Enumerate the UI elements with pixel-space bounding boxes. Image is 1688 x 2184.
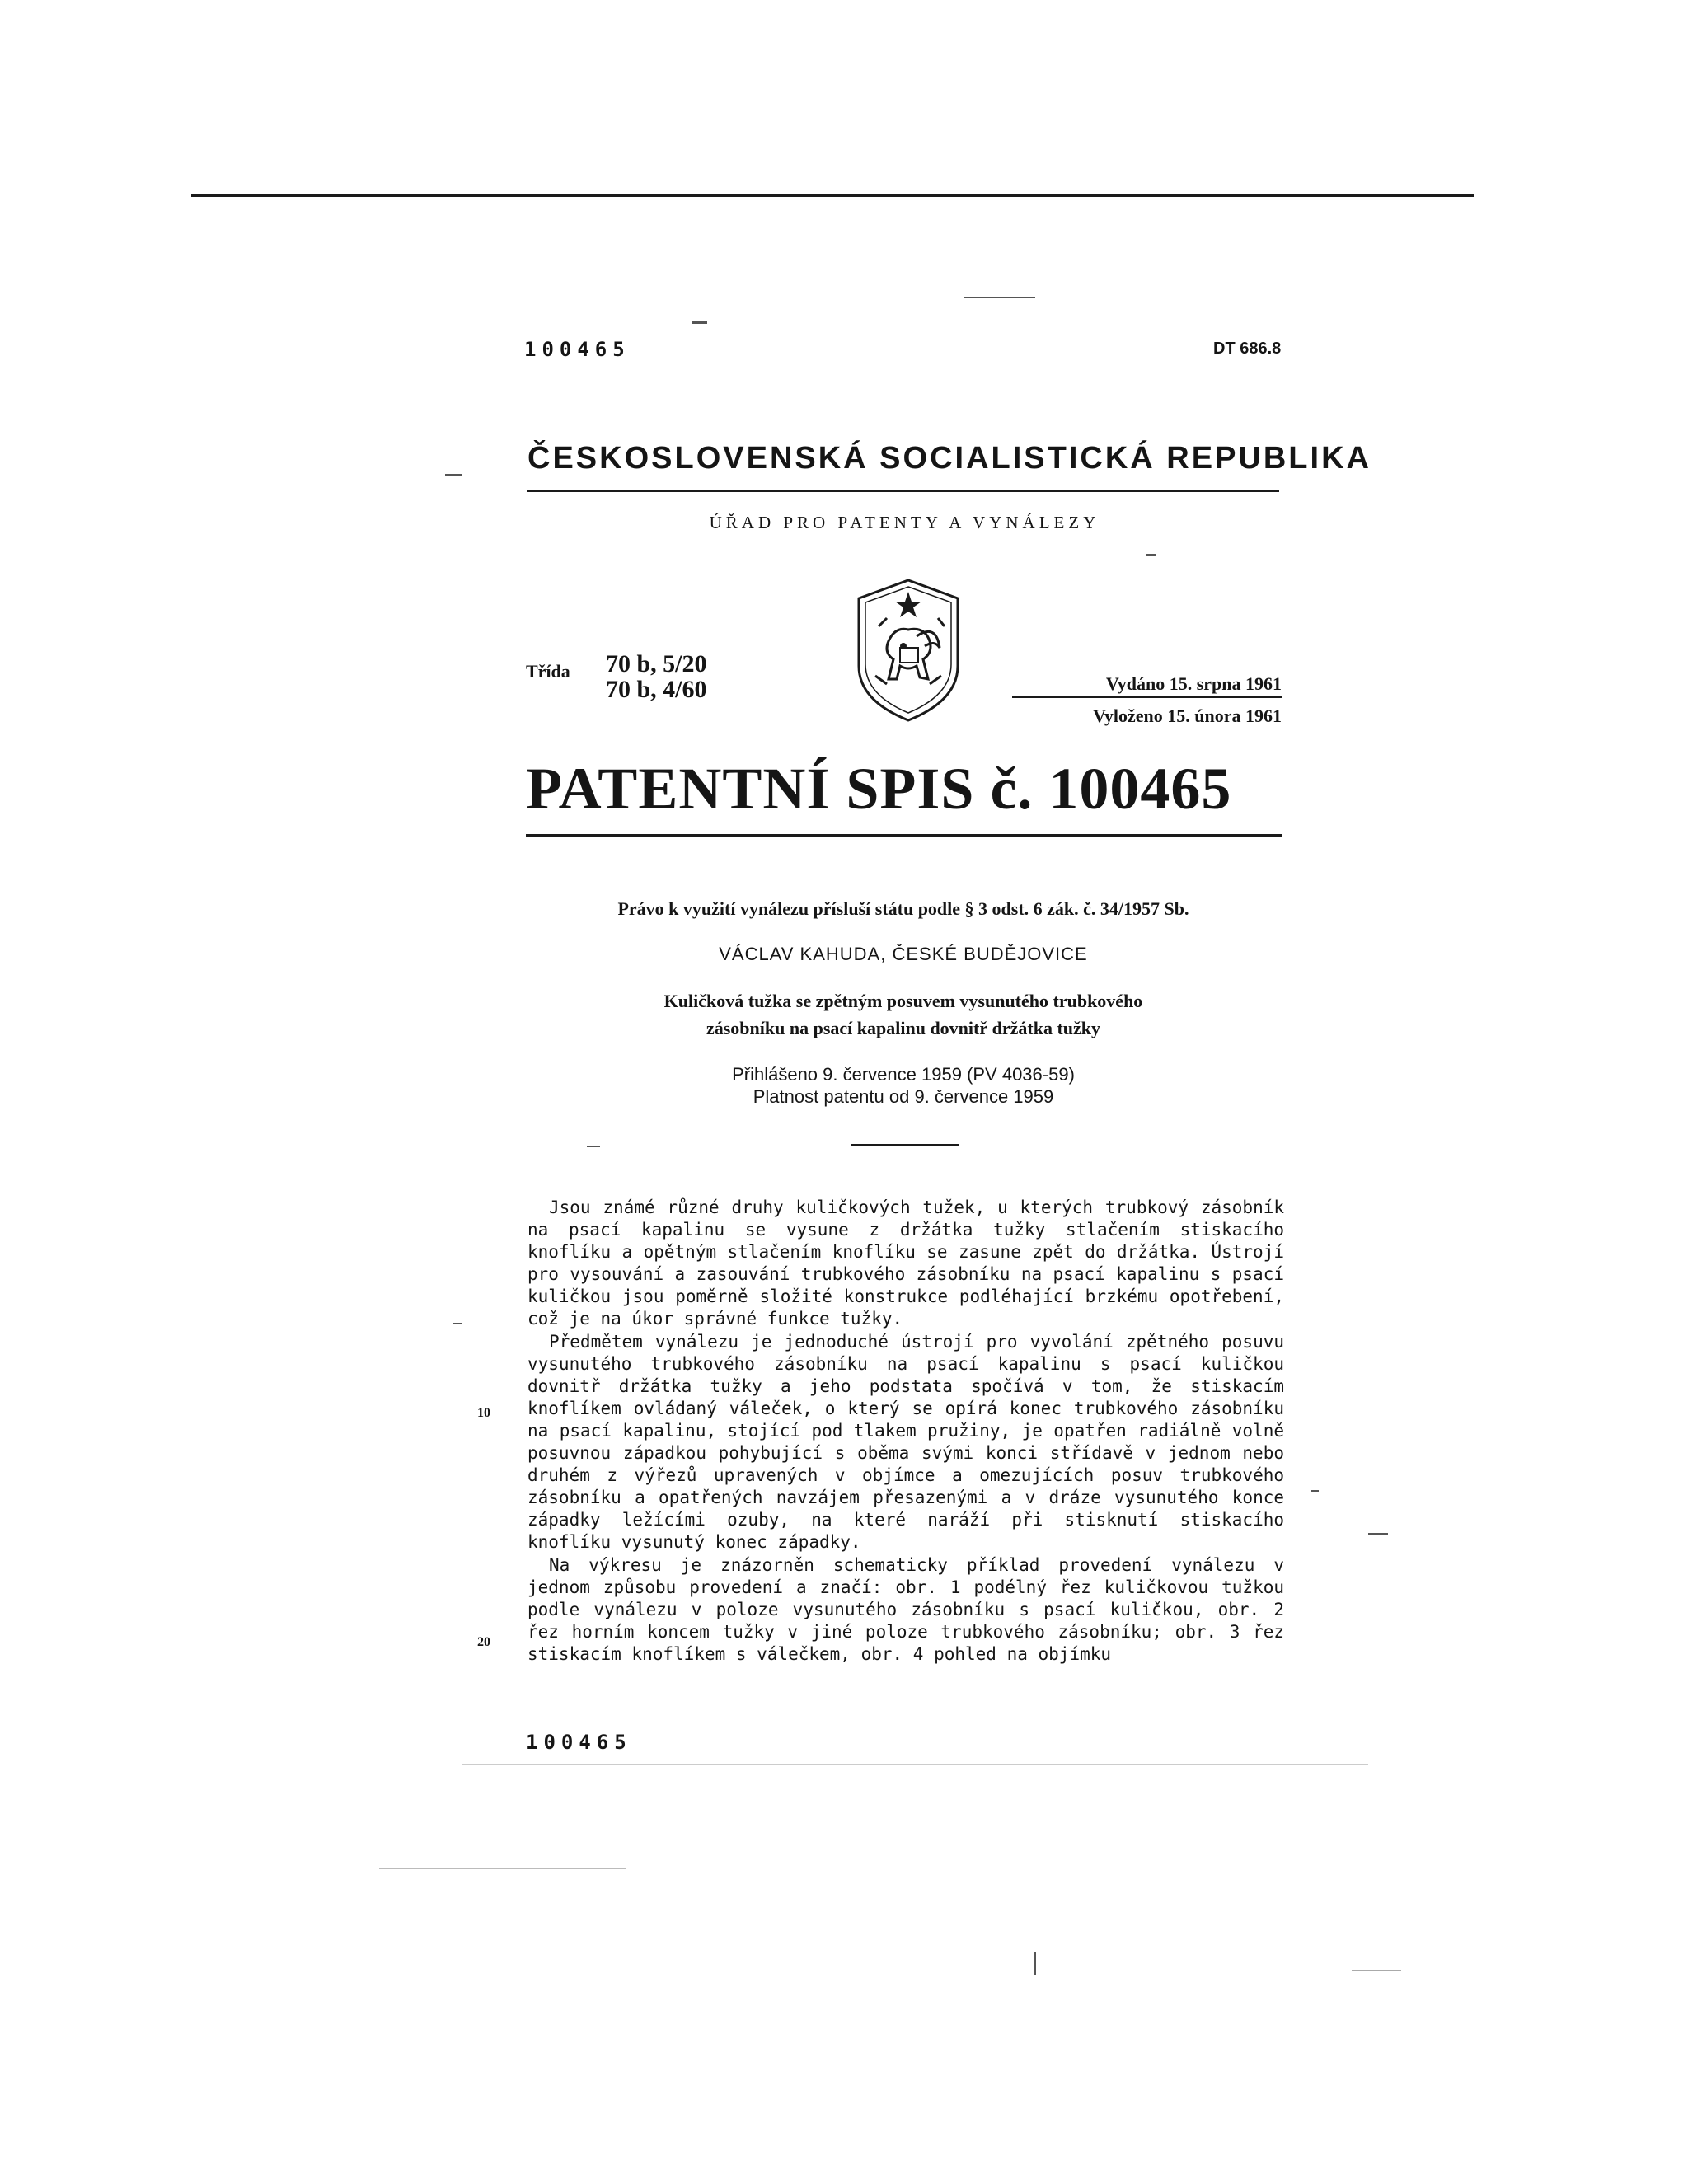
section-divider (851, 1144, 959, 1146)
invention-title-line: Kuličková tužka se zpětným posuvem vysunutého trubkového (663, 991, 1143, 1011)
title-rule (526, 834, 1282, 837)
publication-dates (997, 668, 1282, 732)
top-rule (191, 194, 1474, 197)
filed-date: Přihlášeno 9. července 1959 (PV 4036-59) (732, 1064, 1075, 1085)
dates-rule (1012, 696, 1282, 698)
state-emblem-icon (854, 577, 963, 724)
scan-noise (1368, 1533, 1388, 1535)
description-paragraph: Na výkresu je znázorněn schematicky příklad provedení vynálezu v jednom způsobu provedení a značí: obr. 1 podélný řez kuličkovou tužkou podle vynálezu v poloze vysunutého zásobníku s psací kuličkou, obr. 2 řez horním koncem tužky v jiné poloze trubkového zásobníku; obr. 3 řez stiskacím knoflíkem s válečkem, obr. 4 pohled na objímku (528, 1554, 1284, 1664)
laid-open-date: Vyloženo 15. února 1961 (1093, 705, 1282, 726)
country-name: ČESKOSLOVENSKÁ SOCIALISTICKÁ REPUBLIKA (528, 441, 1372, 476)
scan-noise (587, 1146, 600, 1147)
filing-info (524, 1063, 1282, 1108)
country-rule (528, 490, 1279, 492)
doc-code: DT 686.8 (1213, 340, 1282, 358)
scan-noise (1146, 554, 1156, 556)
description-paragraph: Jsou známé různé druhy kuličkových tužek, u kterých trubkový zásobník na psací kapalinu se vysune z držátka tužky stlačením stiskacího knoflíku a opětným stlačením knoflíku se zasune zpět do držátka. Ústrojí pro vysouvání a zasouvání trubkového zásobníku na psací kapalinu s psací kuličkou jsou poměrně složité konstrukce podléhající brzkému opotřebení, což je na úkor správné funkce tužky. (528, 1197, 1284, 1329)
class-code: 70 b, 4/60 (606, 676, 707, 703)
scan-noise (692, 321, 707, 324)
patent-office: ÚŘAD PRO PATENTY A VYNÁLEZY (709, 513, 1100, 532)
scan-noise (445, 474, 462, 476)
class-code: 70 b, 5/20 (606, 650, 707, 677)
scan-noise (1034, 1952, 1036, 1975)
header-patent-number: 100465 (524, 338, 631, 361)
inventor: VÁCLAV KAHUDA, ČESKÉ BUDĚJOVICE (719, 944, 1088, 964)
invention-title (524, 987, 1282, 1042)
footer-patent-number: 100465 (526, 1731, 632, 1754)
description-body (528, 1197, 1284, 1666)
scan-noise (964, 297, 1035, 298)
validity-date: Platnost patentu od 9. července 1959 (753, 1086, 1054, 1107)
rights-notice: Právo k využití vynálezu přísluší státu podle § 3 odst. 6 zák. č. 34/1957 Sb. (617, 898, 1189, 919)
scan-noise (379, 1868, 626, 1869)
line-number: 10 (477, 1406, 490, 1420)
class-label: Třída (526, 661, 570, 682)
description-paragraph: Předmětem vynálezu je jednoduché ústrojí pro vyvolání zpětného posuvu vysunutého trubkového zásobníku na psací kapalinu s psací kuličkou dovnitř držátka tužky a jeho podstata spočívá v tom, že stiskacím knoflíkem ovládaný váleček, o který se opírá konec trubkového zásobníku na psací kapalinu, stojící pod tlakem pružiny, je opatřen radiálně volně posuvnou západkou pohybující s oběma svými konci střídavě v jednom nebo druhém z výřezů upravených v objímce a omezujících posuv trubkového zásobníku a opatřených navzájem přesazenými a v dráze vysunutého konce západky ležícími ozuby, na které naráží při stisknutí stiskacího knoflíku vysunutý konec západky. (528, 1331, 1284, 1553)
invention-title-line: zásobníku na psací kapalinu dovnitř držátka tužky (706, 1018, 1101, 1038)
scan-noise (1352, 1970, 1401, 1971)
scan-noise (462, 1764, 1368, 1765)
document-title: PATENTNÍ SPIS č. 100465 (526, 756, 1232, 822)
line-number: 20 (477, 1635, 490, 1649)
issued-date: Vydáno 15. srpna 1961 (1105, 673, 1282, 694)
class-codes (606, 651, 707, 702)
scan-noise (453, 1323, 462, 1324)
scan-noise (1311, 1490, 1319, 1492)
